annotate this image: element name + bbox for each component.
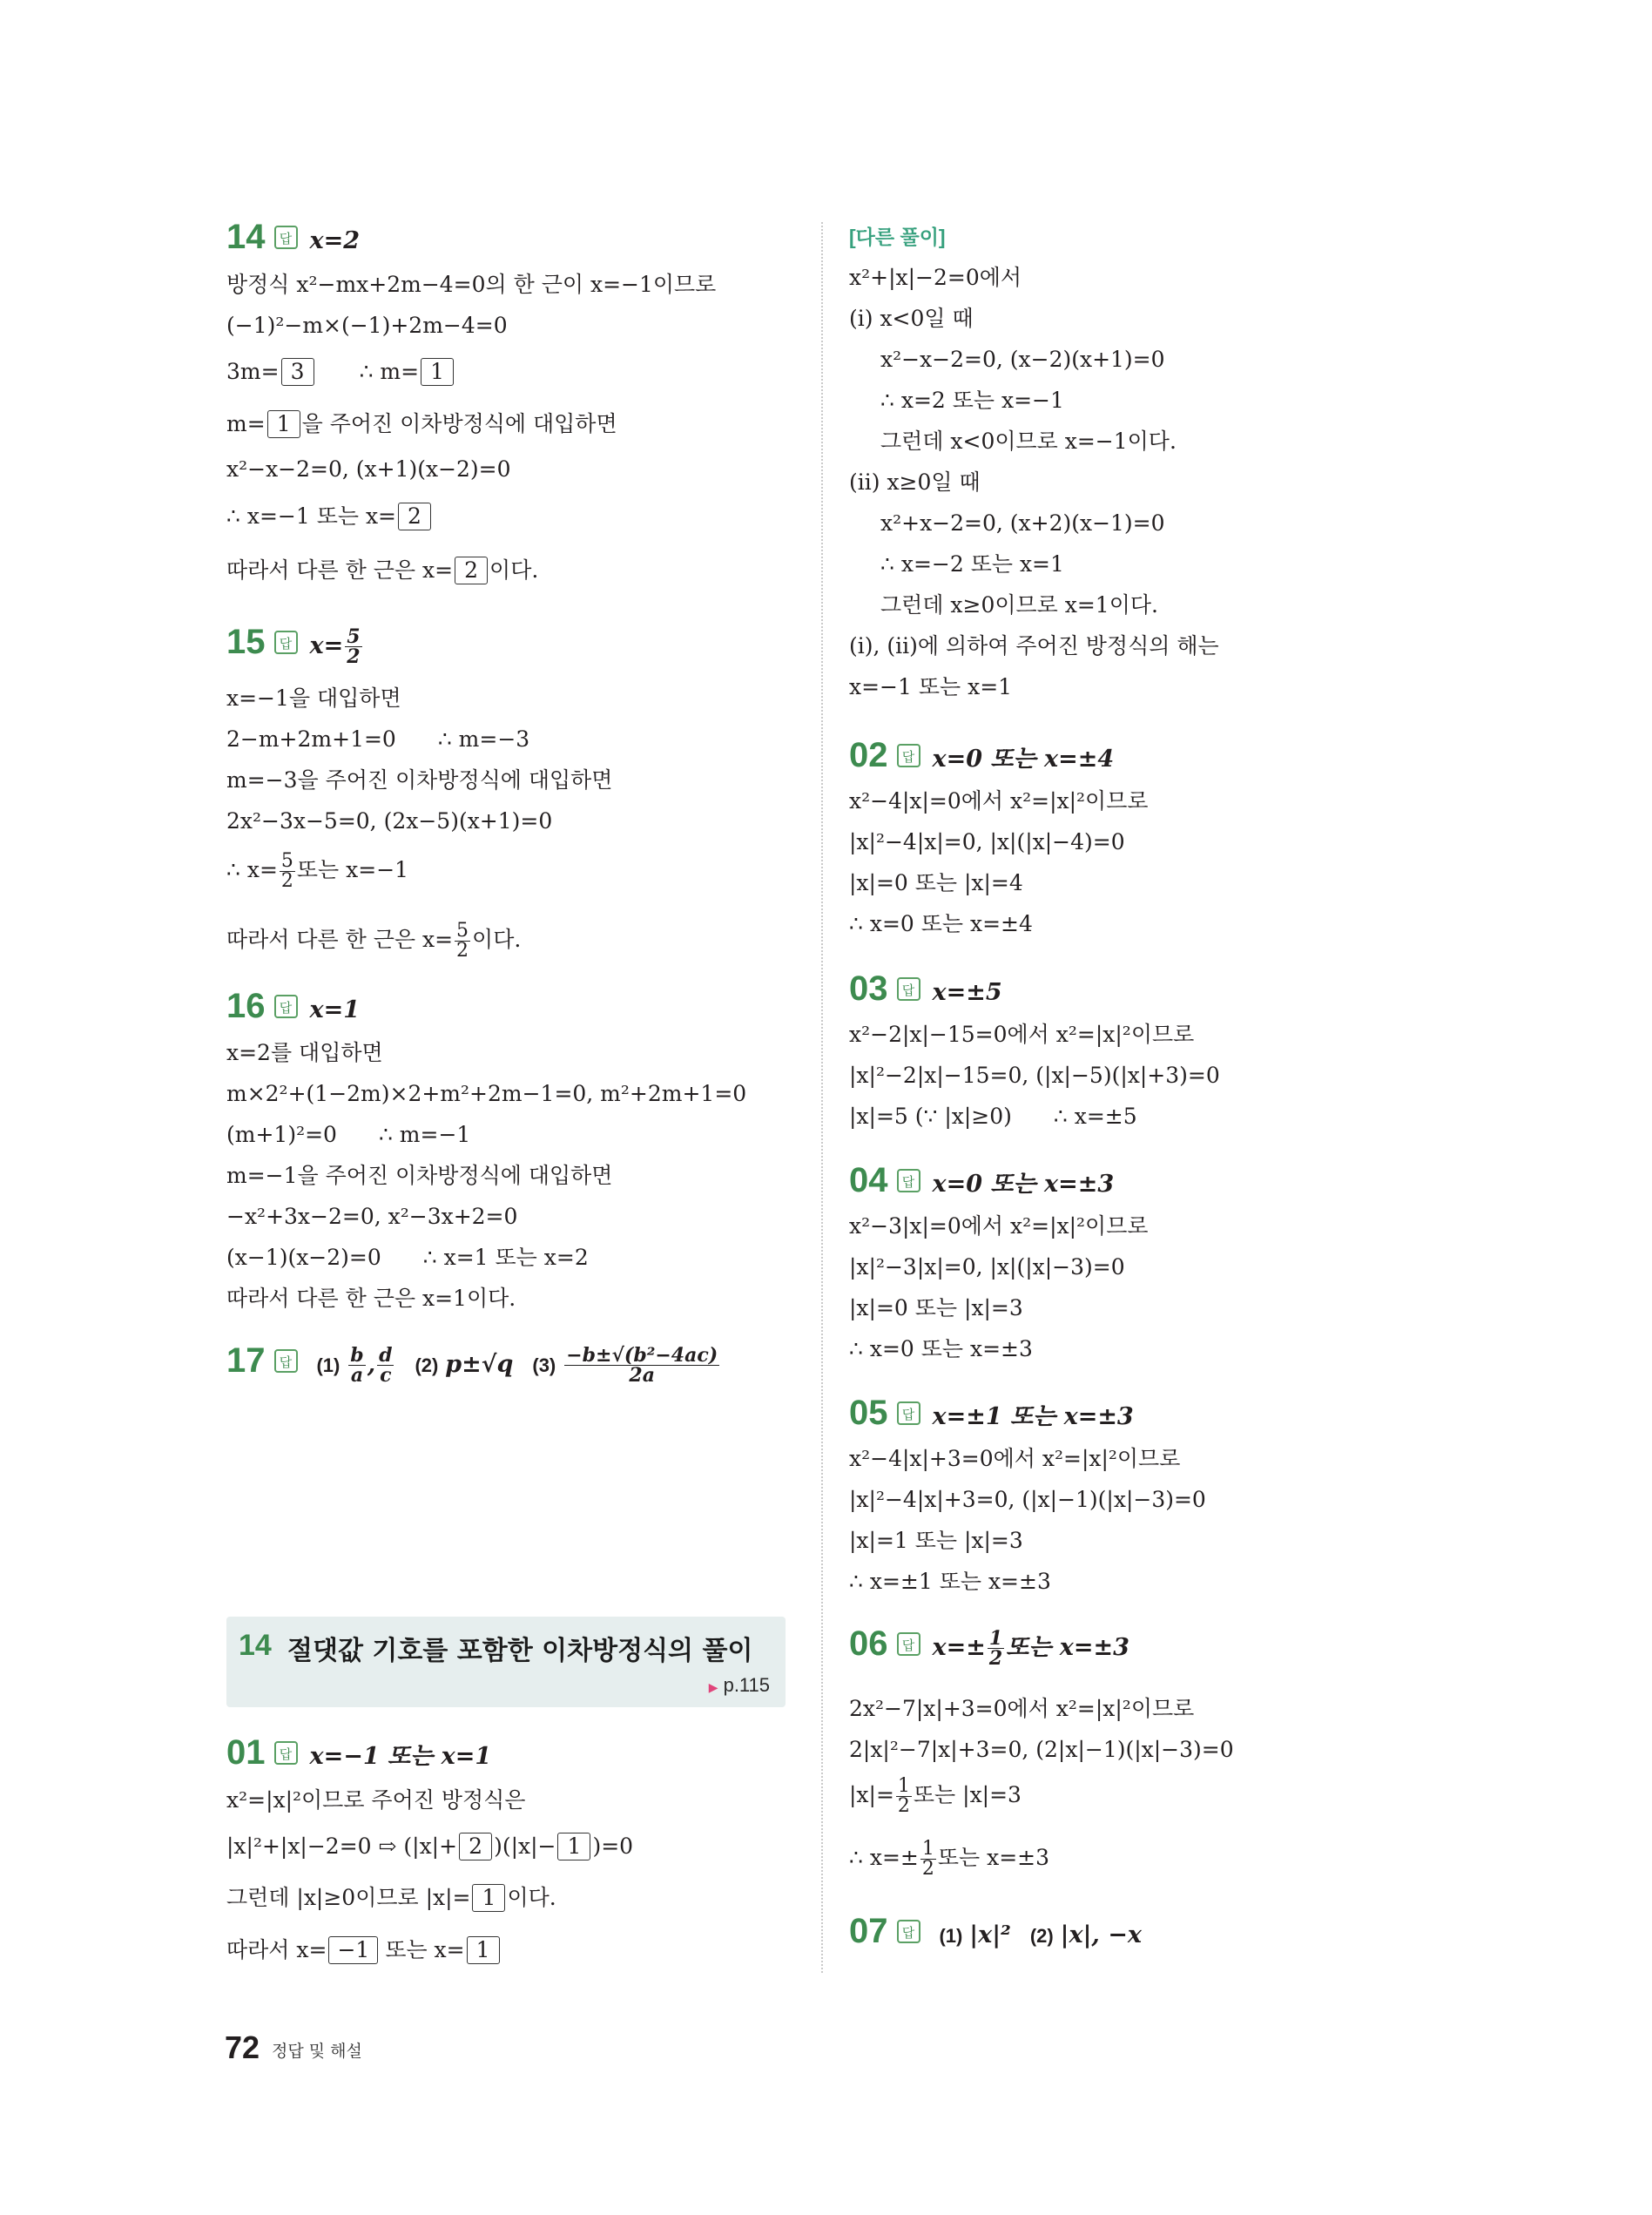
text-line: ∴ x= $\frac{5}{2}$ 또는 x=−1 [226,850,409,892]
answer: x=0 또는 x=±3 [932,1171,1115,1198]
solution-07-header: 07 답 (1) |x|² (2) |x|, −x [849,1912,1142,1950]
footer-label: 정답 및 해설 [272,2042,362,2061]
answer-badge: 답 [897,744,920,767]
problem-number: 17 [226,1341,266,1380]
blank-box: 2 [455,557,488,584]
blank-box: −1 [328,1936,378,1964]
answer: x= $\frac{5}{2}$ [309,625,361,668]
text-line: 따라서 다른 한 근은 x= $\frac{5}{2}$ 이다. [226,920,522,962]
text-line: 그런데 x<0이므로 x=−1이다. [880,429,1177,454]
text-line: 따라서 다른 한 근은 x= 2 이다. [226,557,539,583]
blank-box: 2 [398,503,431,530]
answer-badge: 답 [897,1169,920,1192]
answer-badge: 답 [897,977,920,1001]
text-line: m= 1 을 주어진 이차방정식에 대입하면 [226,411,617,436]
problem-number: 04 [849,1161,888,1199]
text-line: x=2를 대입하면 [226,1040,383,1065]
solution-01-header [226,1733,492,1772]
answer-badge: 답 [274,995,298,1018]
text-line: (x−1)(x−2)=0 ∴ x=1 또는 x=2 [226,1245,589,1270]
answer: x=±5 [932,979,1002,1006]
text-line: ∴ x=± $\frac{1}{2}$ 또는 x=±3 [849,1838,1050,1880]
text-line: m×2²+(1−2m)×2+m²+2m−1=0, m²+2m+1=0 [226,1081,747,1106]
text-line: (ⅰ) x<0일 때 [849,306,974,331]
triangle-icon: ▶ [708,1680,718,1694]
text-line: ∴ x=0 또는 x=±3 [849,1336,1033,1361]
text-line: ∴ x=2 또는 x=−1 [880,388,1064,413]
text-line: x²+|x|−2=0에서 [849,265,1022,290]
text-line: m=−3을 주어진 이차방정식에 대입하면 [226,767,613,793]
problem-number: 05 [849,1394,888,1432]
answer-badge: 답 [897,1920,920,1943]
blank-box: 3 [281,358,314,386]
problem-15-header [226,623,364,668]
text-line: ∴ x=±1 또는 x=±3 [849,1569,1051,1594]
problem-number: 02 [849,736,888,774]
text-line: 2|x|²−7|x|+3=0, (2|x|−1)(|x|−3)=0 [849,1737,1234,1762]
text-line: (ⅰ), (ⅱ)에 의하여 주어진 방정식의 해는 [849,633,1219,658]
answer: x=−1 또는 x=1 [309,1743,492,1770]
problem-number: 01 [226,1733,266,1772]
text-line: 따라서 x= −1 또는 x= 1 [226,1935,502,1965]
text-line: |x|=0 또는 |x|=3 [849,1295,1023,1320]
blank-box: 1 [472,1884,505,1912]
text-line: (m+1)²=0 ∴ m=−1 [226,1122,471,1147]
page-number: 72 [225,2029,260,2065]
text-line: 2x²−7|x|+3=0에서 x²=|x|²이므로 [849,1696,1195,1721]
text-line: x=−1을 대입하면 [226,685,401,711]
text-line: x²=|x|²이므로 주어진 방정식은 [226,1787,526,1813]
text-line: ∴ x=−1 또는 x= 2 [226,502,433,531]
text-line: |x|=5 (∵ |x|≥0) ∴ x=±5 [849,1104,1137,1129]
text-line: 방정식 x²−mx+2m−4=0의 한 근이 x=−1이므로 [226,272,717,297]
blank-box: 1 [467,1936,500,1964]
text-line: 2−m+2m+1=0 ∴ m=−3 [226,726,530,752]
text-line: |x|²−4|x|=0, |x|(|x|−4)=0 [849,829,1125,854]
section-number: 14 [239,1629,272,1662]
text-line: x²−2|x|−15=0에서 x²=|x|²이므로 [849,1022,1195,1047]
answer-badge: 답 [897,1401,920,1425]
answer-badge: 답 [274,631,298,654]
solution-05-header [849,1394,1134,1432]
solution-02-header [849,736,1115,774]
blank-box: 1 [267,410,300,438]
section-title: 절댓값 기호를 포함한 이차방정식의 풀이 [287,1636,753,1666]
alt-solution-label: [다른 풀이] [849,226,946,248]
text-line: |x|=1 또는 |x|=3 [849,1528,1023,1553]
answer: x=± $\frac{1}{2}$ 또는 x=±3 [932,1627,1129,1670]
text-line: ∴ x=0 또는 x=±4 [849,911,1033,936]
text-line: |x|²+|x|−2=0 ⇨ (|x|+ 2 )(|x|− 1 )=0 [226,1833,634,1859]
answer-badge: 답 [897,1632,920,1656]
answer-badge: 답 [274,1741,298,1765]
problem-number: 14 [226,218,266,256]
problem-number: 07 [849,1912,888,1950]
text-line: −x²+3x−2=0, x²−3x+2=0 [226,1204,518,1229]
problem-number: 03 [849,969,888,1008]
column-divider [821,222,823,1973]
text-line: 따라서 다른 한 근은 x=1이다. [226,1286,516,1311]
text-line: (−1)²−m×(−1)+2m−4=0 [226,313,508,338]
text-line: |x|= $\frac{1}{2}$ 또는 |x|=3 [849,1775,1022,1817]
answer-badge: 답 [274,226,298,249]
blank-box: 1 [421,358,454,386]
problem-number: 16 [226,987,266,1025]
page-reference: ▶ p.115 [708,1674,770,1696]
text-line: (ⅱ) x≥0일 때 [849,469,981,495]
text-line: |x|²−2|x|−15=0, (|x|−5)(|x|+3)=0 [849,1063,1220,1088]
text-line: |x|=0 또는 |x|=4 [849,870,1023,895]
section-banner [226,1617,786,1707]
text-line: |x|²−4|x|+3=0, (|x|−1)(|x|−3)=0 [849,1487,1206,1512]
answer: x=1 [309,996,361,1023]
answer: x=2 [309,227,361,254]
blank-box: 2 [459,1833,492,1860]
problem-number: 15 [226,623,266,661]
blank-box: 1 [557,1833,590,1860]
problem-16-header [226,987,361,1025]
problem-number: 06 [849,1624,888,1663]
text-line: |x|²−3|x|=0, |x|(|x|−3)=0 [849,1254,1125,1280]
solution-06-header [849,1624,1129,1670]
problem-14-header [226,218,361,256]
answer: x=0 또는 x=±4 [932,746,1115,773]
text-line: x²+x−2=0, (x+2)(x−1)=0 [880,510,1165,536]
answer-badge: 답 [274,1349,298,1373]
text-line: 그런데 |x|≥0이므로 |x|= 1 이다. [226,1885,556,1910]
text-line: x²−4|x|=0에서 x²=|x|²이므로 [849,788,1149,814]
text-line: 그런데 x≥0이므로 x=1이다. [880,592,1158,618]
solution-04-header [849,1161,1115,1199]
text-line: x²−3|x|=0에서 x²=|x|²이므로 [849,1213,1149,1239]
text-line: 2x²−3x−5=0, (2x−5)(x+1)=0 [226,808,553,834]
text-line: ∴ x=−2 또는 x=1 [880,551,1064,577]
answer: x=±1 또는 x=±3 [932,1403,1134,1430]
text-line: x²−x−2=0, (x+1)(x−2)=0 [226,456,511,482]
problem-17-header: 17 답 (1) $\frac{b}{a}$ , $\frac{d}{c}$ (2) p±√q (3) $\frac{\text{−b±√(b²−4ac)}}{2a}$ [226,1341,718,1387]
text-line: x²−4|x|+3=0에서 x²=|x|²이므로 [849,1446,1181,1471]
text-line: m=−1을 주어진 이차방정식에 대입하면 [226,1163,613,1188]
text-line: x²−x−2=0, (x−2)(x+1)=0 [880,347,1165,372]
solution-03-header [849,969,1002,1008]
text-line: 3m= 3 ∴ m= 1 [226,357,455,387]
text-line: x=−1 또는 x=1 [849,674,1013,699]
